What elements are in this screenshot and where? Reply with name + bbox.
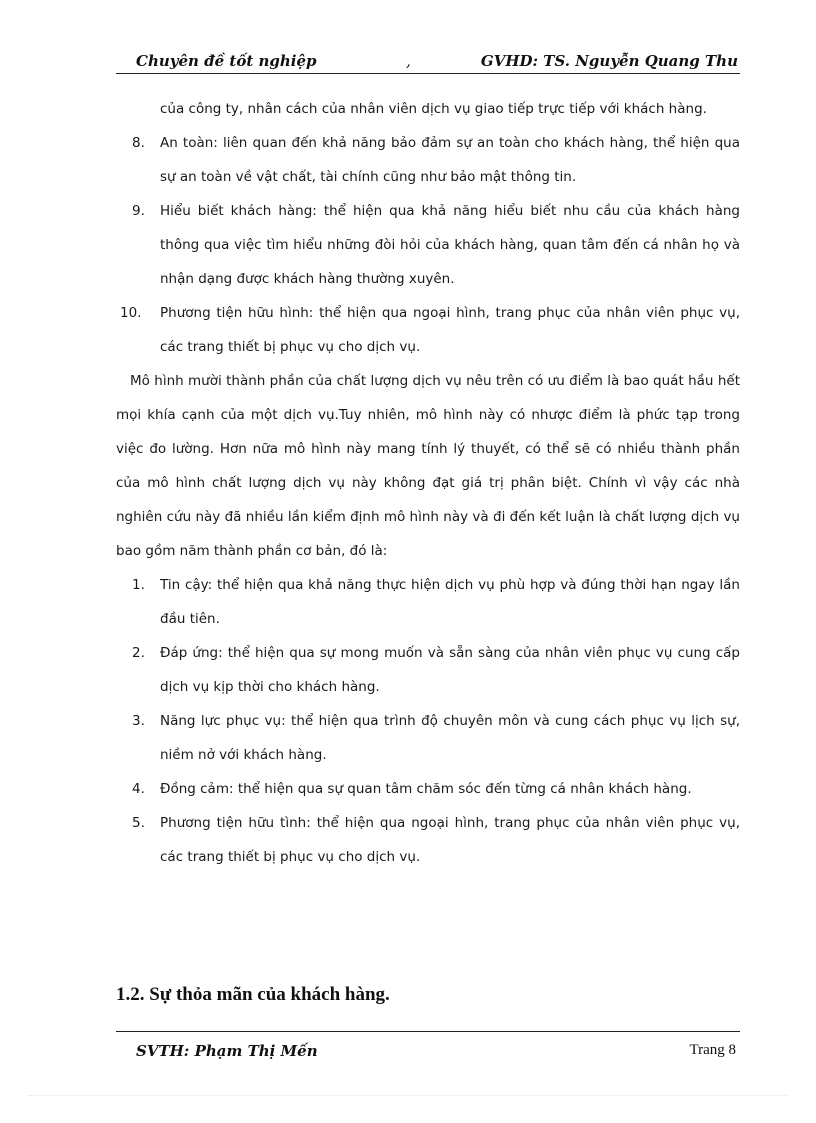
- list-item: [116, 194, 740, 296]
- header-title: Chuyên đề tốt nghiệp: [136, 52, 317, 70]
- body-paragraph: Mô hình mười thành phần của chất lượng dịch vụ nêu trên có ưu điểm là bao quát hầu hết mọi khía cạnh của một dịch vụ.Tuy nhiên, mô hình này có nhược điểm là phức tạp trong việc đo lường. Hơn nữa mô hình này mang tính lý thuyết, có thể sẽ có nhiều thành phần của mô hình chất lượng dịch vụ này không đạt giá trị phân biệt. Chính vì vậy các nhà nghiên cứu này đã nhiều lần kiểm định mô hình này và đi đến kết luận là chất lượng dịch vụ bao gồm năm thành phần cơ bản, đó là:: [116, 373, 740, 559]
- list-item: [116, 704, 740, 772]
- list-item-text: Đồng cảm: thể hiện qua sự quan tâm chăm sóc đến từng cá nhân khách hàng.: [160, 781, 692, 797]
- list-item: [116, 636, 740, 704]
- list-item-number: 8.: [132, 135, 145, 151]
- list-item-text: Phương tiện hữu tình: thể hiện qua ngoại hình, trang phục của nhân viên phục vụ, các trang thiết bị phục vụ cho dịch vụ.: [160, 815, 740, 865]
- header-advisor: GVHD: TS. Nguyễn Quang Thu: [480, 52, 738, 70]
- page-body: [116, 92, 740, 874]
- footer-rule: [116, 1031, 740, 1032]
- list-item: [116, 806, 740, 874]
- list-item-text: An toàn: liên quan đến khả năng bảo đảm sự an toàn cho khách hàng, thể hiện qua sự an toàn về vật chất, tài chính cũng như bảo mật thông tin.: [160, 135, 740, 185]
- footer-author: SVTH: Phạm Thị Mến: [136, 1042, 318, 1060]
- header-rule: [116, 73, 740, 74]
- page-number: Trang 8: [689, 1042, 736, 1058]
- list-item-text: Tin cậy: thể hiện qua khả năng thực hiện dịch vụ phù hợp và đúng thời hạn ngay lần đầu tiên.: [160, 577, 740, 627]
- list-item-number: 1.: [132, 577, 145, 593]
- page-footer: [116, 1042, 740, 1066]
- list-item-number: 2.: [132, 645, 145, 661]
- list-item-text: Năng lực phục vụ: thể hiện qua trình độ chuyên môn và cung cách phục vụ lịch sự, niềm nở với khách hàng.: [160, 713, 740, 763]
- page-header: [116, 50, 740, 74]
- list-item: [116, 126, 740, 194]
- page-edge-divider: [28, 1095, 788, 1096]
- list-item-number: 9.: [132, 203, 145, 219]
- list-item-number: 10.: [120, 305, 142, 321]
- section-heading: 1.2. Sự thỏa mãn của khách hàng.: [116, 984, 390, 1005]
- list-item-text: Phương tiện hữu hình: thể hiện qua ngoại hình, trang phục của nhân viên phục vụ, các trang thiết bị phục vụ cho dịch vụ.: [160, 305, 740, 355]
- header-mark: ,: [406, 52, 411, 70]
- list-item: [116, 568, 740, 636]
- list-item-number: 5.: [132, 815, 145, 831]
- list-item: [116, 772, 740, 806]
- list-item-number: 4.: [132, 781, 145, 797]
- list-continuation: của công ty, nhân cách của nhân viên dịch vụ giao tiếp trực tiếp với khách hàng.: [160, 101, 707, 117]
- list-item: [116, 296, 740, 364]
- list-item-text: Đáp ứng: thể hiện qua sự mong muốn và sẵn sàng của nhân viên phục vụ cung cấp dịch vụ kịp thời cho khách hàng.: [160, 645, 740, 695]
- list-item-number: 3.: [132, 713, 145, 729]
- list-item-text: Hiểu biết khách hàng: thể hiện qua khả năng hiểu biết nhu cầu của khách hàng thông qua việc tìm hiểu những đòi hỏi của khách hàng, quan tâm đến cá nhân họ và nhận dạng được khách hàng thường xuyên.: [160, 203, 740, 287]
